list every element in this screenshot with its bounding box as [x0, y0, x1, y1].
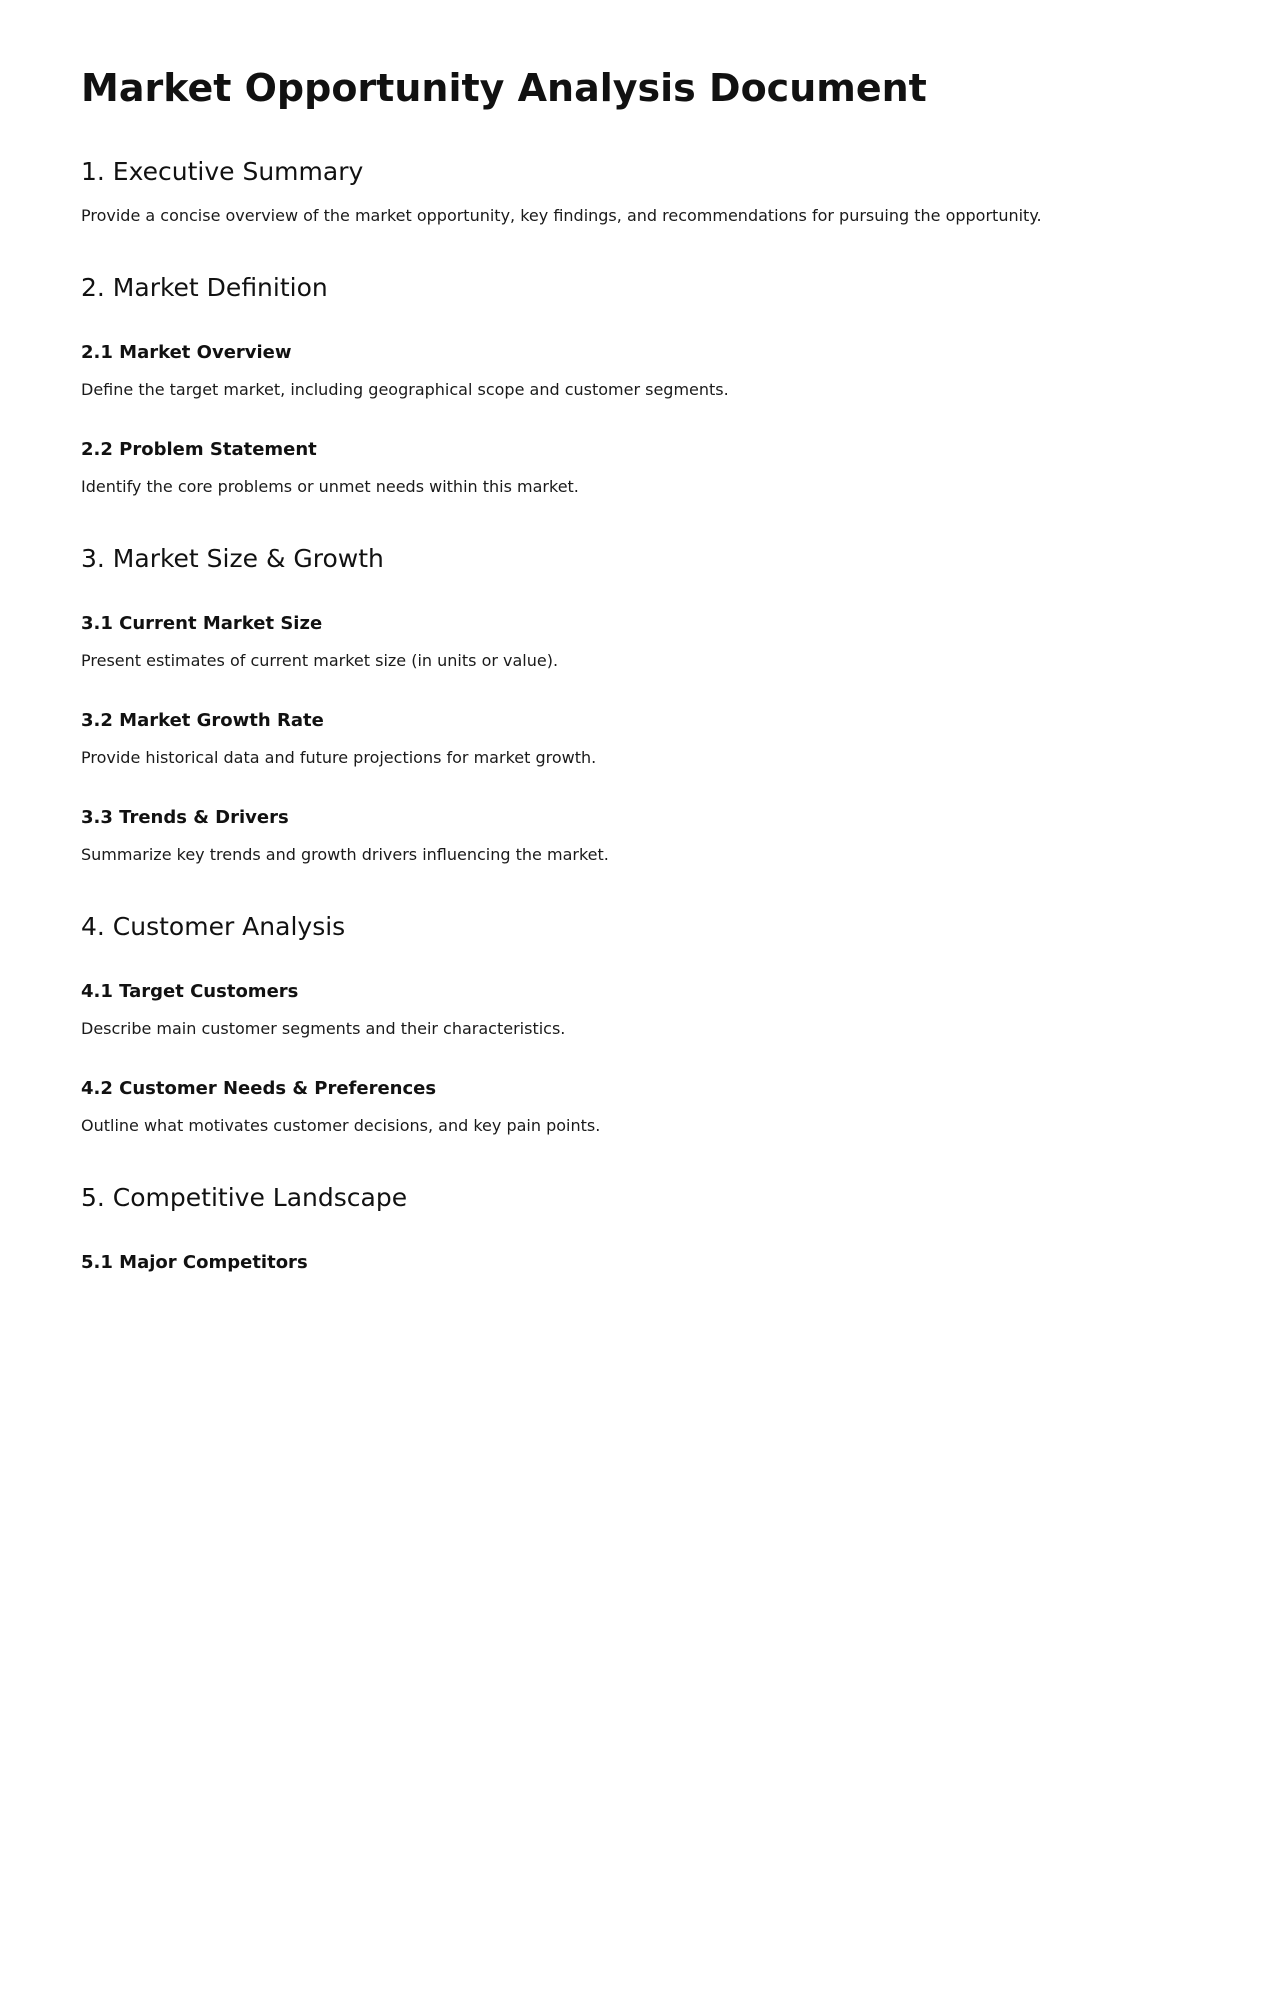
section-market-size-growth: [81, 541, 1181, 867]
subsection-heading: 4.2 Customer Needs & Preferences: [81, 1078, 437, 1099]
document-title: Market Opportunity Analysis Document: [81, 66, 927, 110]
subsection-body-text: Provide historical data and future projections for market growth.: [81, 748, 597, 767]
section-heading: 2. Market Definition: [81, 273, 328, 302]
subsection-heading: 4.1 Target Customers: [81, 981, 299, 1002]
subsection-body-text: Identify the core problems or unmet needs within this market.: [81, 477, 579, 496]
subsection-heading: 3.3 Trends & Drivers: [81, 807, 289, 828]
subsection-body-text: Define the target market, including geographical scope and customer segments.: [81, 380, 729, 399]
subsection-body-text: Describe main customer segments and their characteristics.: [81, 1019, 566, 1038]
subsection-heading: 3.2 Market Growth Rate: [81, 710, 324, 731]
section-competitive-landscape: [81, 1180, 1181, 1276]
section-body-text: Provide a concise overview of the market opportunity, key findings, and recommendations for pursuing the opportunity.: [81, 206, 1042, 225]
subsection-body-text: Summarize key trends and growth drivers influencing the market.: [81, 845, 609, 864]
subsection-heading: 5.1 Major Competitors: [81, 1252, 308, 1273]
subsection-body-text: Present estimates of current market size (in units or value).: [81, 651, 559, 670]
subsection-heading: 2.1 Market Overview: [81, 342, 292, 363]
section-heading: 4. Customer Analysis: [81, 912, 346, 941]
section-heading: 5. Competitive Landscape: [81, 1183, 408, 1212]
section-market-definition: [81, 270, 1181, 499]
section-executive-summary: [81, 154, 1181, 228]
section-heading: 1. Executive Summary: [81, 157, 364, 186]
section-heading: 3. Market Size & Growth: [81, 544, 384, 573]
subsection-heading: 2.2 Problem Statement: [81, 439, 317, 460]
subsection-heading: 3.1 Current Market Size: [81, 613, 323, 634]
subsection-body-text: Outline what motivates customer decisions, and key pain points.: [81, 1116, 601, 1135]
section-customer-analysis: [81, 909, 1181, 1138]
